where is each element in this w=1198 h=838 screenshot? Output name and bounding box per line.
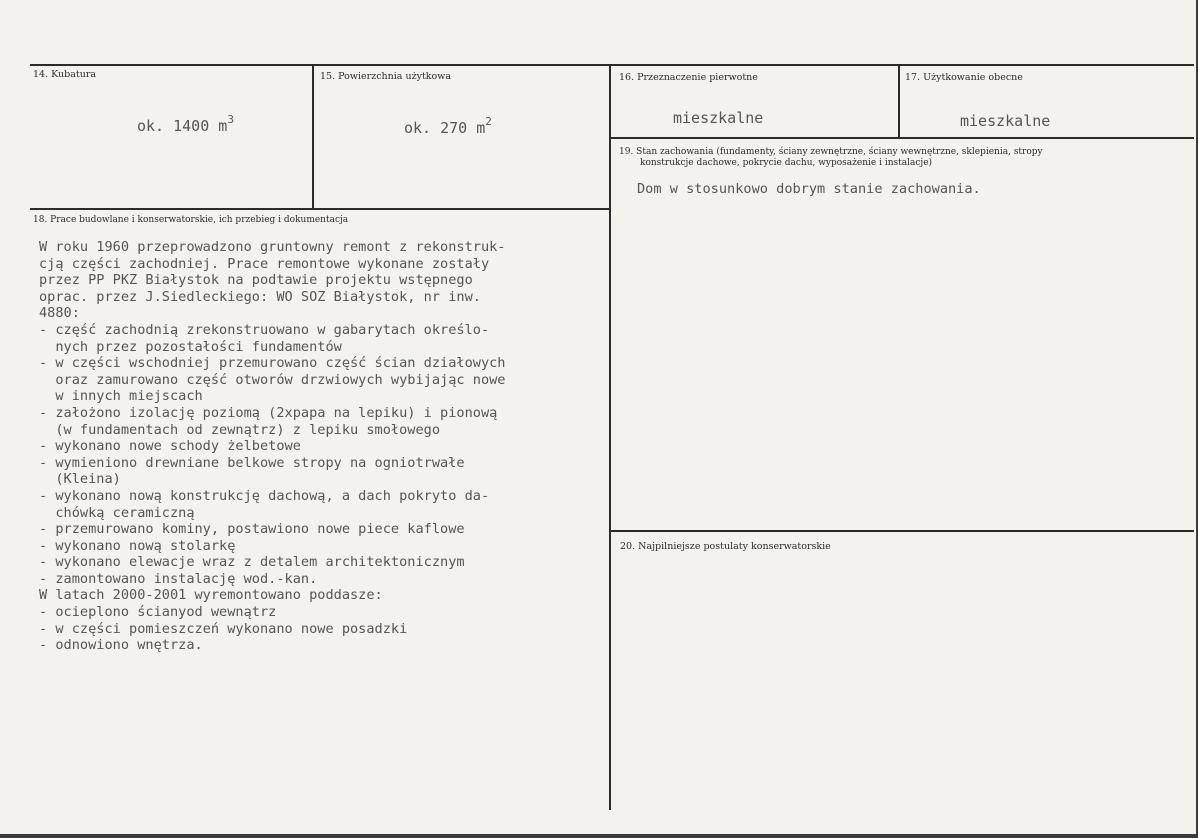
field-value-powierzchnia (404, 117, 492, 137)
prace-line: - wykonano nowe schody żelbetowe (39, 438, 301, 455)
prace-line: 4880: (39, 305, 80, 322)
prace-line: - wykonano nową stolarkę (39, 537, 236, 554)
prace-line: (Kleina) (39, 471, 121, 488)
field-value-uzytkowanie: mieszkalne (960, 112, 1051, 130)
prace-line: przez PP PKZ Białystok na podtawie projektu wstępnego (39, 272, 473, 289)
prace-line: w innych miejscach (39, 388, 203, 405)
field-value-stan: Dom w stosunkowo dobrym stanie zachowania. (637, 181, 981, 197)
field-label-uzytkowanie: 17. Użytkowanie obecne (905, 72, 1023, 83)
field-label-powierzchnia: 15. Powierzchnia użytkowa (320, 71, 452, 82)
powierzchnia-value-text: ok. 270 m (404, 119, 486, 137)
prace-line: W latach 2000-2001 wyremontowano poddasze: (39, 587, 383, 604)
prace-line: - w części wschodniej przemurowano część ścian działowych (39, 355, 506, 372)
prace-line: (w fundamentach od zewnątrz) z lepiku smołowego (39, 421, 441, 438)
prace-line: chówką ceramiczną (39, 504, 195, 521)
field-label-stan-line1: 19. Stan zachowania (fundamenty, ściany zewnętrzne, ściany wewnętrzne, sklepienia, stropy (619, 147, 1043, 157)
prace-line: oraz zamurowano część otworów drzwiowych wybijając nowe (39, 371, 506, 388)
field-value-kubatura (137, 115, 234, 135)
prace-line: oprac. przez J.Siedleckiego: WO SOZ Białystok, nr inw. (39, 288, 481, 305)
kubatura-unit-exponent: 3 (227, 113, 234, 126)
kubatura-value-text: ok. 1400 m (137, 117, 228, 135)
field-label-postulaty: 20. Najpilniejsze postulaty konserwatorskie (620, 541, 831, 552)
prace-line: - wykonano elewacje wraz z detalem architektonicznym (39, 554, 465, 571)
center-divider (609, 64, 611, 810)
field-label-prace: 18. Prace budowlane i konserwatorskie, ich przebieg i dokumentacja (33, 215, 349, 225)
top-rule (30, 64, 1194, 66)
field-value-przeznaczenie: mieszkalne (673, 109, 764, 127)
rule-above-20 (611, 530, 1194, 532)
prace-line: - wymieniono drewniane belkowe stropy na ogniotrwałe (39, 454, 465, 471)
prace-line: - ocieplono ścianyod wewnątrz (39, 604, 277, 621)
prace-line: - przemurowano kominy, postawiono nowe piece kaflowe (39, 521, 465, 538)
field-label-stan-line2: konstrukcje dachowe, pokrycie dachu, wyposażenie i instalacje) (640, 158, 933, 168)
field-value-prace (39, 239, 506, 654)
divider-14-15 (312, 64, 314, 208)
field-label-przeznaczenie: 16. Przeznaczenie pierwotne (619, 72, 758, 83)
prace-line: - część zachodnią zrekonstruowano w gabarytach określo- (39, 321, 490, 338)
prace-line: - założono izolację poziomą (2xpapa na lepiku) i pionową (39, 404, 498, 421)
divider-16-17 (898, 64, 900, 138)
field-label-kubatura: 14. Kubatura (33, 69, 97, 80)
prace-line: - wykonano nową konstrukcję dachową, a dach pokryto da- (39, 487, 490, 504)
prace-line: cją części zachodniej. Prace remontowe wykonane zostały (39, 255, 490, 272)
prace-line: W roku 1960 przeprowadzono gruntowny remont z rekonstruk- (39, 239, 506, 255)
prace-line: nych przez pozostałości fundamentów (39, 338, 342, 355)
rule-under-16-17 (611, 137, 1194, 139)
prace-line: - odnowiono wnętrza. (39, 637, 203, 654)
powierzchnia-unit-exponent: 2 (485, 115, 492, 128)
prace-line: - w części pomieszczeń wykonano nowe posadzki (39, 620, 408, 637)
rule-under-14-15 (30, 208, 611, 210)
prace-line: - zamontowano instalację wod.-kan. (39, 570, 318, 587)
